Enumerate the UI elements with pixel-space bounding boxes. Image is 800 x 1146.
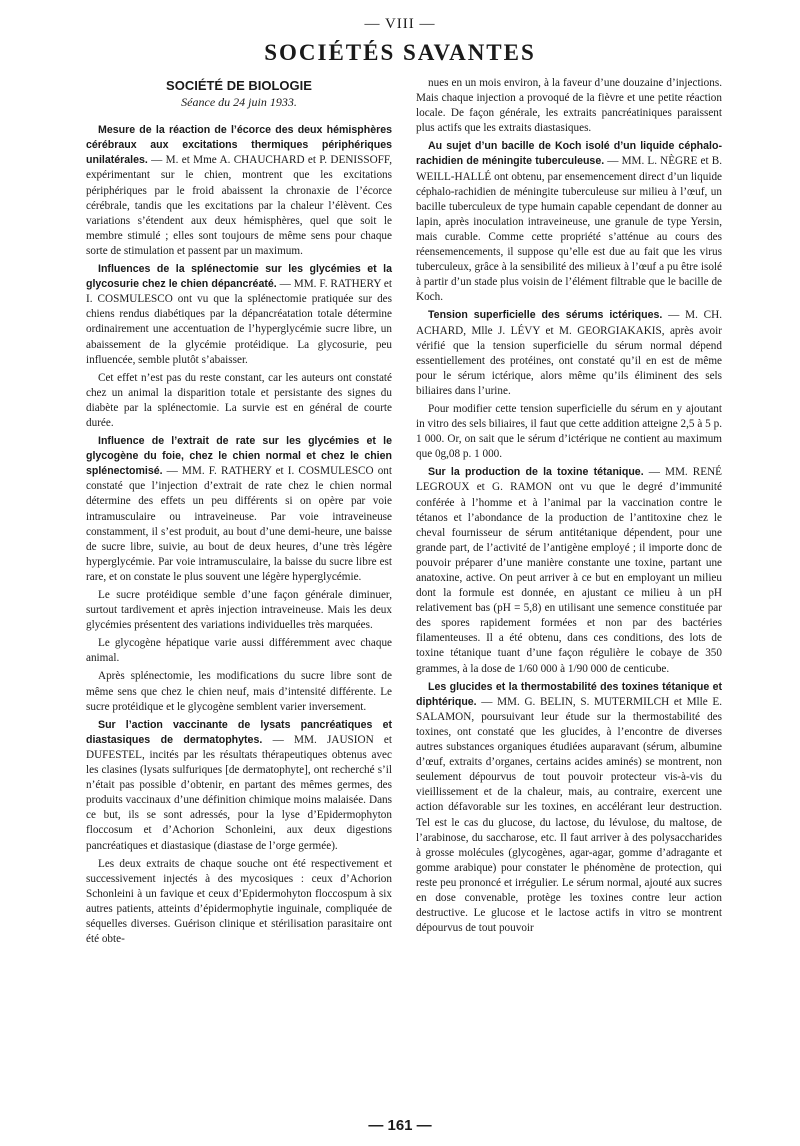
paragraph-text: Après splénectomie, les modifications du sucre libre sont de même sens que chez le chien neuf, mais d’intensité différente. Le sucre protéidique et le glycogène semblent varier inversement.	[86, 670, 392, 713]
paragraph	[86, 636, 392, 666]
communication-title: Mesure de la réaction de l’écorce des deux hémisphères cérébraux aux excitations thermiques périphériques unilatérales.	[86, 124, 392, 167]
right-column	[416, 76, 722, 939]
paragraph	[86, 434, 392, 585]
paragraph-text: — M. et Mme A. CHAUCHARD et P. DENISSOFF, expérimentant sur le chien, montrent que les excitations périphériques par le froid abaissent la chronaxie de l’écorce cérébrale, tandis que les excitations par la chaleur l’élèvent. Ces variations s’étendent aux deux hémisphères, quel que soit le membre stimulé ; elles sont toujours de même sens pour chaque sorte de stimulation et passent par un maximum.	[86, 154, 392, 257]
paragraph	[86, 371, 392, 431]
paragraph-text: Les deux extraits de chaque souche ont été respectivement et successivement injectés à des mycosiques : ceux d’Achorion Schonleini à un favique et ceux d’Epidermohyton floccospum à six autres patients, atteints d’épidermophytie inguinale, compliquée de séquelles diverses. Guérison clinique et stérilisation parasitaire ont été obte-	[86, 857, 392, 946]
session-date: Séance du 24 juin 1933.	[181, 95, 297, 110]
left-column	[86, 74, 392, 950]
paragraph	[416, 680, 722, 937]
communication-title: Influence de l’extrait de rate sur les glycémies et le glycogène du foie, chez le chien normal et chez le chien splénectomisé.	[86, 435, 392, 478]
communication-title: Influences de la splénectomie sur les glycémies et la glycosurie chez le chien dépancréaté.	[86, 263, 392, 291]
communication-title: Tension superficielle des sérums ictériques.	[428, 309, 663, 322]
paragraph-text: Pour modifier cette tension superficielle du sérum en y ajoutant in vitro des sels biliaires, il faut que cette addition atteigne 2,5 à 5 p. 1 000. Or, on sait que le sérum d’ictérique ne contient au maximum que 0g,08 p. 1 000.	[416, 402, 722, 461]
communication-title: Sur l’action vaccinante de lysats pancréatiques et diastasiques de dermatophytes.	[86, 718, 392, 746]
paragraph-text: — MM. L. NÈGRE et B. WEILL-HALLÉ ont obtenu, par ensemencement direct d’un liquide céphalo-rachidien de méningite tuberculeuse sur milieu à l’œuf, un bacille tuberculeux de type humain capable cependant de donner au lapin, après inoculation intraveineuse, une granule de type Yersin, mais curable. Comme cette propriété s’atténue au cours des réensemencements, il suppose qu’elle est due au fait que les virus tuberculeux, grâce à la sensibilité des milieux à l’œuf a pu être isolé à partir d’un stade plus voisin de l’élément filtrable que le bacille de Koch.	[416, 155, 723, 304]
right-paragraphs	[416, 76, 722, 936]
paragraph	[416, 308, 722, 399]
paragraph-text: — MM. G. BELIN, S. MUTERMILCH et Mlle E. SALAMON, poursuivant leur étude sur la thermostabilité des toxines, ont constaté que les glucides, à l’encontre de diverses autres substances organiques étudiées auparavant (sérum, albumine d’œuf, extraits d’organes, certains acides aminés) se montrent, non seulement dépourvus de tout pouvoir protecteur vis-à-vis du vieillissement et de la chaleur, mais, au contraire, exercent une action défavorable sur les toxines, en accélérant leur destruction. Tel est le cas du glucose, du lactose, du lévulose, du maltose, de l’arabinose, du saccharose, etc. Il faut arriver à des polysaccharides à grosse molécules (glycogènes, agar-agar, gomme d’adragante et gomme arabique) pour constater le phénomène de protection, qui reste peu prononcé et irrégulier. Le sérum normal, ajouté aux sucres en dose convenable, protège les toxines contre leur action destructive. Le glucose et le lactose actifs in vitro se montrent dépourvus de tout pouvoir	[416, 695, 722, 935]
running-head: — VIII —	[364, 16, 436, 32]
paragraph	[86, 718, 392, 854]
paragraph-text: — MM. F. RATHERY et I. COSMULESCO ont vu que la splénectomie pratiquée sur des chiens rendus diabétiques par la dépancréatation totale détermine ordinairement une accentuation de l’hyperglycémie sucre libre, un abaissement de la glycémie protéidique. La glycosurie, peu influencée, semble plutôt s’abaisser.	[86, 278, 392, 366]
paragraph	[86, 669, 392, 714]
paragraph-text: — MM. JAUSION et DUFESTEL, incités par les résultats thérapeutiques obtenus avec les clasines (lysats sulfuriques [de dermatophyte], ont recherché s’il n’était pas possible d’obtenir, en partant des mêmes germes, des produits vaccinaux d’une définition chimique moins malaisée. Dans ce but, ils se sont adressés, pour la lyse d’Epidermophyton floccosum et d’Achorion Schonleini, aux deux digestions pancréatiques et diastasique (diastase de l’orge germée).	[86, 733, 393, 852]
left-paragraphs	[86, 123, 392, 947]
paragraph	[416, 465, 722, 676]
section-title: SOCIÉTÉ DE BIOLOGIE	[166, 78, 312, 93]
paragraph-text: Le sucre protéidique semble d’une façon générale diminuer, surtout tardivement et après injection intraveineuse. Mais les deux glycémies présentent des variations individuelles très marquées.	[86, 589, 392, 632]
paragraph-text: — MM. F. RATHERY et I. COSMULESCO ont constaté que l’injection d’extrait de rate chez le chien normal détermine des effets un peu différents si on opère par voie intramusculaire ou intraveineuse. Par voie intraveineuse constamment, il s’est produit, au bout d’une demi-heure, une baisse de sucre libre, suivie, au bout de deux heures, d’une très légère hyperglycémie. Par voie intramusculaire, la baisse du sucre libre est rare, et on constate le plus souvent une légère hyperglycémie.	[86, 465, 392, 583]
communication-title: Sur la production de la toxine tétanique.	[428, 466, 644, 479]
page-number: — 161 —	[368, 1117, 432, 1134]
paragraph	[86, 857, 392, 948]
paragraph-text: Cet effet n’est pas du reste constant, car les auteurs ont constaté chez un animal la disparition totale et persistante des signes du diabète par la splénectomie. La survie est en général de courte durée.	[86, 371, 392, 429]
paragraph-text: Le glycogène hépatique varie aussi différemment avec chaque animal.	[86, 637, 392, 665]
paragraph	[86, 262, 392, 368]
paragraph	[416, 139, 722, 305]
main-title: SOCIÉTÉS SAVANTES	[264, 40, 536, 65]
paragraph	[86, 123, 392, 259]
paragraph	[416, 402, 722, 462]
communication-title: Les glucides et la thermostabilité des toxines tétanique et diphtérique.	[416, 680, 722, 708]
communication-title: Au sujet d’un bacille de Koch isolé d’un liquide céphalo-rachidien de méningite tuberculeuse.	[416, 140, 722, 168]
paragraph	[86, 588, 392, 633]
paragraph-text: — M. CH. ACHARD, Mlle J. LÉVY et M. GEORGIAKAKIS, après avoir vérifié que la tension superficielle du sérum normal dépend essentiellement des protéines, ont constaté qu’il en est de même pour le sérum ictérique, alors même qu’ils éliminent des sels biliaires dans l’urine.	[416, 309, 722, 397]
paragraph-text: — MM. RENÉ LEGROUX et G. RAMON ont vu que le degré d’immunité conférée à l’homme et à l’animal par la vaccination contre le tétanos et l’abondance de la production de l’antitoxine chez le cheval fournisseur de sérum antitétanique dépendent, pour une grande part, de l’activité de l’antigène employé ; il importe donc de pouvoir préparer d’une manière constante une toxine, partant une anatoxine, active. On peut arriver à ce but en employant un milieu dont la formule est donnée, en ajustant ce milieu à un pH relativement bas (pH = 5,8) en utilisant une semence constituée par des spores rapidement formées et non par des bactéries filamenteuses. Il a été obtenu, dans ces conditions, des lots de toxine tétanique tuant d’une façon régulière le cobaye de 350 grammes, à la dose de 1/60 000 à 1/90 000 de centicube.	[416, 466, 722, 675]
paragraph	[416, 76, 722, 136]
paragraph-text: nues en un mois environ, à la faveur d’une douzaine d’injections. Mais chaque injection a provoqué de la fièvre et une petite réaction locale. De façon générale, les extraits pancréatiniques paraissent plus actifs que les extraits diastasiques.	[416, 77, 722, 135]
